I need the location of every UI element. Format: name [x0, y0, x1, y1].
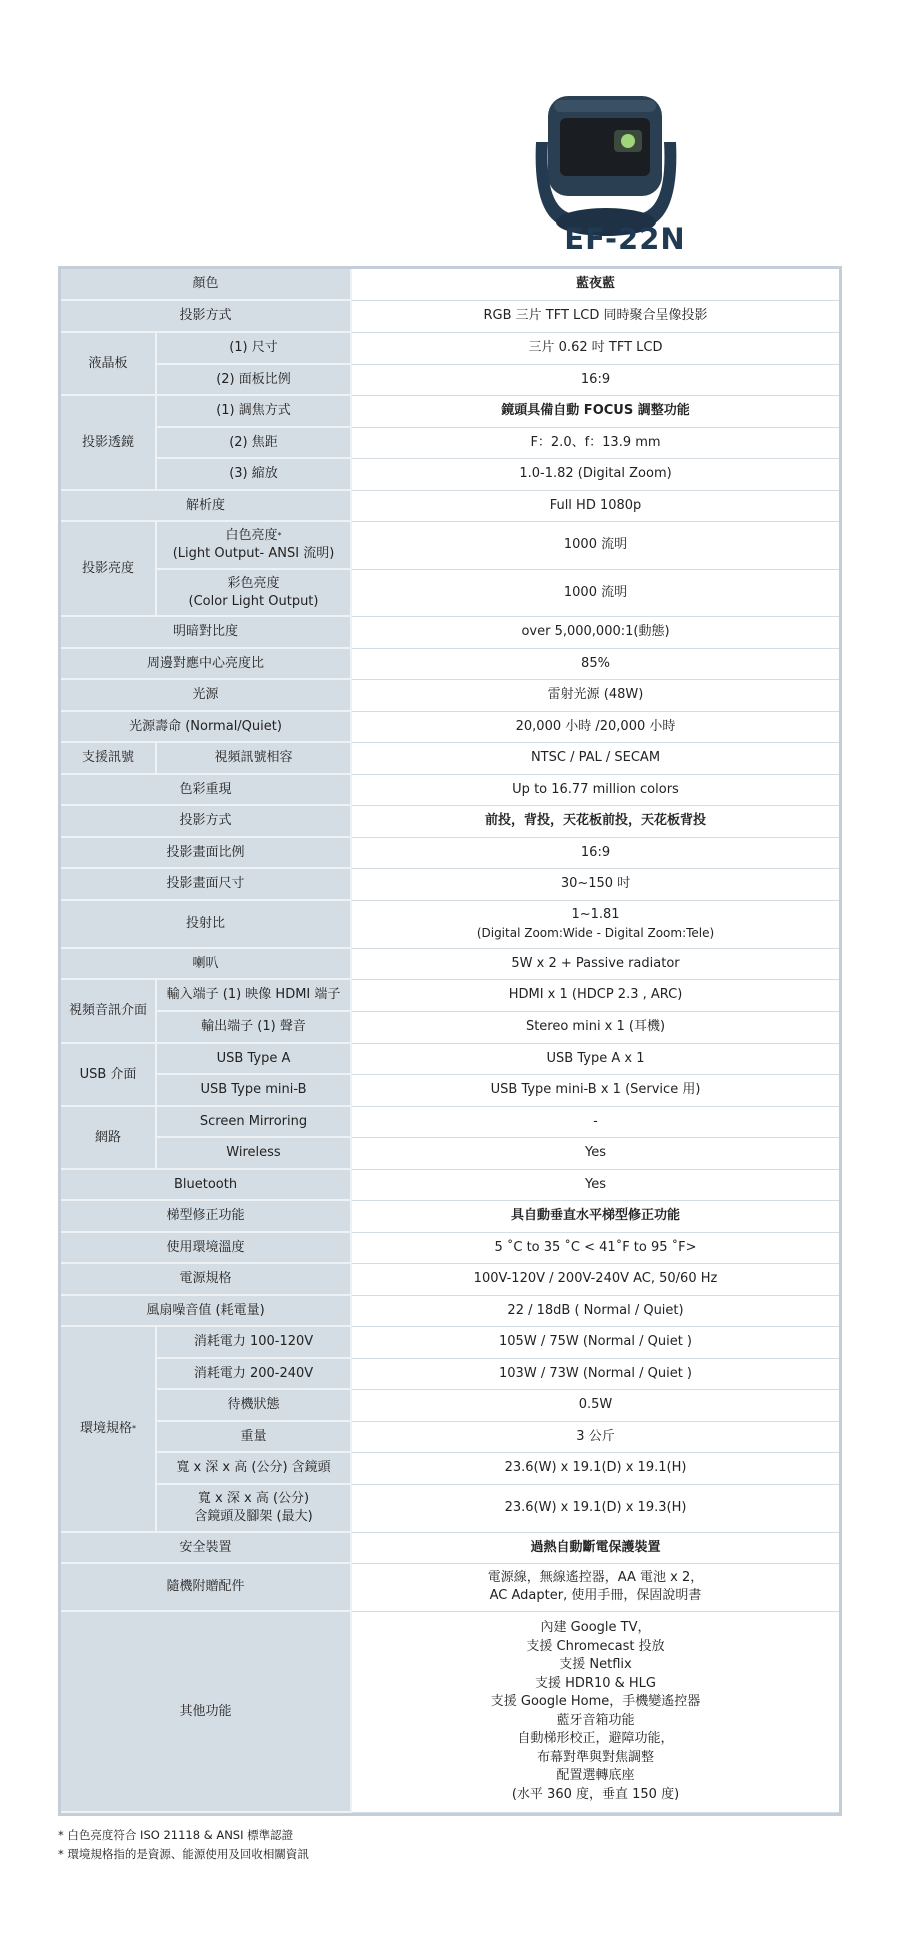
- spec-label: Wireless: [156, 1137, 351, 1169]
- table-row: [61, 1452, 839, 1484]
- spec-value: 5 ˚C to 35 ˚C < 41˚F to 95 ˚F>: [351, 1232, 839, 1263]
- spec-group-label: 液晶板: [61, 332, 156, 395]
- feature-line: 藍牙音箱功能: [556, 1712, 635, 1728]
- spec-label: 投影畫面比例: [61, 837, 351, 868]
- table-row: [61, 900, 839, 948]
- table-row: [61, 1421, 839, 1452]
- spec-label: 輸出端子 (1) 聲音: [156, 1011, 351, 1043]
- feature-line: 配置選轉底座: [556, 1768, 635, 1783]
- model-name: EF-22N: [564, 222, 686, 256]
- spec-value: 0.5W: [351, 1389, 839, 1421]
- spec-value: USB Type mini-B x 1 (Service 用): [351, 1074, 839, 1106]
- feature-line: 布幕對準與對焦調整: [537, 1749, 655, 1765]
- feature-line: 自動梯形校正，避障功能，: [517, 1731, 674, 1746]
- spec-label: 安全裝置: [61, 1532, 351, 1563]
- spec-value: 3 公斤: [351, 1421, 839, 1452]
- spec-value: HDMI x 1 (HDCP 2.3 , ARC): [351, 979, 839, 1011]
- spec-value: 1.0-1.82 (Digital Zoom): [351, 458, 839, 490]
- spec-label: 顏色: [61, 269, 351, 300]
- table-row: [61, 1295, 839, 1326]
- spec-group-label: USB 介面: [61, 1043, 156, 1106]
- table-row: [61, 805, 839, 837]
- spec-label: 消耗電力 100-120V: [156, 1326, 351, 1358]
- spec-group-label: 支援訊號: [61, 742, 156, 774]
- spec-value: USB Type A x 1: [351, 1043, 839, 1074]
- spec-label: 電源規格: [61, 1263, 351, 1295]
- spec-label: USB Type mini-B: [156, 1074, 351, 1106]
- spec-label: (2) 面板比例: [156, 364, 351, 395]
- spec-value: 16:9: [351, 837, 839, 868]
- spec-value: Up to 16.77 million colors: [351, 774, 839, 805]
- spec-label: (2) 焦距: [156, 427, 351, 458]
- table-row: [61, 1169, 839, 1200]
- table-row: [61, 1389, 839, 1421]
- spec-value: 前投，背投，天花板前投，天花板背投: [351, 805, 839, 837]
- spec-value: 5W x 2 + Passive radiator: [351, 948, 839, 979]
- table-row: [61, 1532, 839, 1563]
- table-row: [61, 948, 839, 979]
- spec-value: NTSC / PAL / SECAM: [351, 742, 839, 774]
- spec-value: 藍夜藍: [351, 269, 839, 300]
- feature-line: (水平 360 度，垂直 150 度): [511, 1786, 680, 1802]
- spec-value: 1000 流明: [351, 521, 839, 569]
- spec-label: 視頻訊號相容: [156, 742, 351, 774]
- table-row: [61, 1043, 839, 1074]
- spec-label: 投射比: [61, 900, 351, 948]
- spec-label: 光源壽命 (Normal/Quiet): [61, 711, 351, 742]
- projector-product-image: [530, 92, 682, 242]
- table-row: [61, 979, 839, 1011]
- table-row: [61, 1611, 839, 1812]
- table-row: [61, 774, 839, 805]
- spec-label: 喇叭: [61, 948, 351, 979]
- table-row: [61, 1326, 839, 1358]
- table-row: [61, 1263, 839, 1295]
- table-row: [61, 458, 839, 490]
- spec-value: RGB 三片 TFT LCD 同時聚合呈像投影: [351, 300, 839, 332]
- spec-value: F：2.0、f：13.9 mm: [351, 427, 839, 458]
- spec-label: (1) 尺寸: [156, 332, 351, 364]
- spec-value: 1000 流明: [351, 569, 839, 616]
- spec-value: 雷射光源 (48W): [351, 679, 839, 711]
- spec-label: 輸入端子 (1) 映像 HDMI 端子: [156, 979, 351, 1011]
- spec-label: Bluetooth: [61, 1169, 351, 1200]
- feature-line: 支援 Chromecast 投放: [526, 1638, 665, 1654]
- spec-label: USB Type A: [156, 1043, 351, 1074]
- table-row: [61, 1484, 839, 1532]
- table-row: [61, 490, 839, 521]
- spec-value: Stereo mini x 1 (耳機): [351, 1011, 839, 1043]
- spec-label: 待機狀態: [156, 1389, 351, 1421]
- spec-label: Screen Mirroring: [156, 1106, 351, 1137]
- spec-value: 105W / 75W (Normal / Quiet ): [351, 1326, 839, 1358]
- table-row: [61, 1200, 839, 1232]
- table-row: [61, 569, 839, 616]
- spec-label: 色彩重現: [61, 774, 351, 805]
- spec-label: 投影方式: [61, 300, 351, 332]
- footnote: * 環境規格指的是資源、能源使用及回收相關資訊: [58, 1847, 309, 1861]
- spec-group-label: 網路: [61, 1106, 156, 1169]
- spec-label: 寬 x 深 x 高 (公分) 含鏡頭: [156, 1452, 351, 1484]
- spec-value: 20,000 小時 /20,000 小時: [351, 711, 839, 742]
- spec-value: 85%: [351, 648, 839, 679]
- spec-label: 彩色亮度 (Color Light Output): [156, 569, 351, 616]
- spec-label: 光源: [61, 679, 351, 711]
- spec-value: 103W / 73W (Normal / Quiet ): [351, 1358, 839, 1389]
- feature-line: 支援 HDR10 & HLG: [535, 1675, 656, 1691]
- spec-group-label: 投影亮度: [61, 521, 156, 616]
- table-row: [61, 1011, 839, 1043]
- spec-label: 隨機附贈配件: [61, 1563, 351, 1611]
- spec-value: 具自動垂直水平梯型修正功能: [351, 1200, 839, 1232]
- table-row: [61, 1358, 839, 1389]
- spec-value: 22 / 18dB ( Normal / Quiet): [351, 1295, 839, 1326]
- spec-value: 16:9: [351, 364, 839, 395]
- table-row: [61, 332, 839, 364]
- table-row: [61, 300, 839, 332]
- spec-value: -: [351, 1106, 839, 1137]
- table-row: [61, 679, 839, 711]
- spec-group-label: 視頻音訊介面: [61, 979, 156, 1043]
- table-row: [61, 1074, 839, 1106]
- table-row: [61, 1563, 839, 1611]
- table-row: [61, 1232, 839, 1263]
- table-row: [61, 395, 839, 427]
- spec-label: 投影畫面尺寸: [61, 868, 351, 900]
- table-row: [61, 711, 839, 742]
- spec-value: 過熱自動斷電保護裝置: [351, 1532, 839, 1563]
- table-row: [61, 648, 839, 679]
- spec-value: 23.6(W) x 19.1(D) x 19.1(H): [351, 1452, 839, 1484]
- feature-line: 內建 Google TV，: [540, 1620, 651, 1635]
- spec-group-label: 投影透鏡: [61, 395, 156, 490]
- table-row: [61, 521, 839, 569]
- table-row: [61, 1137, 839, 1169]
- spec-value: 鏡頭具備自動 FOCUS 調整功能: [351, 395, 839, 427]
- footnote: * 白色亮度符合 ISO 21118 & ANSI 標準認證: [58, 1828, 294, 1842]
- spec-label: 風扇噪音值 (耗電量): [61, 1295, 351, 1326]
- spec-label: 梯型修正功能: [61, 1200, 351, 1232]
- spec-value: over 5,000,000:1(動態): [351, 616, 839, 648]
- table-row: [61, 837, 839, 868]
- spec-label: 寬 x 深 x 高 (公分) 含鏡頭及腳架 (最大): [156, 1484, 351, 1532]
- spec-label: 明暗對比度: [61, 616, 351, 648]
- feature-line: 支援 Netflix: [559, 1657, 632, 1672]
- spec-value: Yes: [351, 1137, 839, 1169]
- table-row: [61, 364, 839, 395]
- spec-label: 消耗電力 200-240V: [156, 1358, 351, 1389]
- spec-value: Yes: [351, 1169, 839, 1200]
- table-row: [61, 1106, 839, 1137]
- spec-label: (1) 調焦方式: [156, 395, 351, 427]
- spec-label: (3) 縮放: [156, 458, 351, 490]
- spec-value: 23.6(W) x 19.1(D) x 19.3(H): [351, 1484, 839, 1532]
- spec-value: Full HD 1080p: [351, 490, 839, 521]
- spec-value: 30~150 吋: [351, 868, 839, 900]
- spec-table-container: [58, 266, 842, 1816]
- spec-label: 解析度: [61, 490, 351, 521]
- spec-value: 電源線，無線遙控器，AA 電池 x 2， AC Adapter, 使用手冊，保固說明書: [351, 1563, 839, 1611]
- spec-label: 投影方式: [61, 805, 351, 837]
- spec-value-list: [351, 1611, 839, 1812]
- spec-label: 周邊對應中心亮度比: [61, 648, 351, 679]
- spec-group-label: 環境規格*: [61, 1326, 156, 1532]
- table-row: [61, 427, 839, 458]
- spec-label: 使用環境溫度: [61, 1232, 351, 1263]
- footnotes: [58, 1826, 309, 1864]
- spec-table: [61, 269, 839, 1813]
- table-row: [61, 616, 839, 648]
- feature-line: 支援 Google Home，手機變遙控器: [490, 1694, 701, 1709]
- spec-label: 白色亮度* (Light Output- ANSI 流明): [156, 521, 351, 569]
- spec-label: 其他功能: [61, 1611, 351, 1812]
- spec-value: 100V-120V / 200V-240V AC, 50/60 Hz: [351, 1263, 839, 1295]
- table-row: [61, 868, 839, 900]
- table-row: [61, 269, 839, 300]
- spec-value: 1~1.81 (Digital Zoom:Wide - Digital Zoom:Tele): [351, 900, 839, 948]
- table-row: [61, 742, 839, 774]
- spec-value: 三片 0.62 吋 TFT LCD: [351, 332, 839, 364]
- spec-label: 重量: [156, 1421, 351, 1452]
